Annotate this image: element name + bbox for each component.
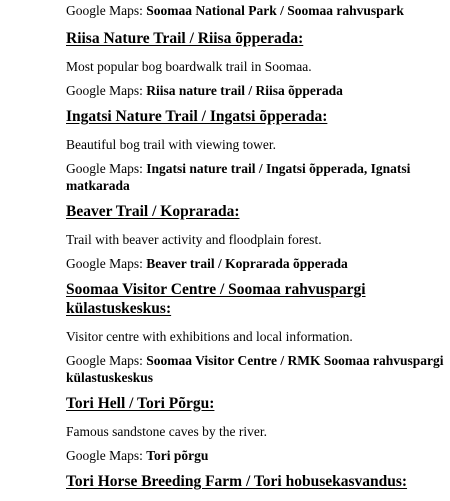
heading-beaver-trail: Beaver Trail / Koprarada: (66, 203, 240, 220)
maps-prefix: Google Maps: (66, 161, 147, 176)
maps-line-riisa (66, 82, 446, 99)
maps-prefix: Google Maps: (66, 353, 147, 368)
description-riisa-nature-trail: Most popular bog boardwalk trail in Soomaa. (66, 59, 312, 74)
heading-riisa-nature-trail: Riisa Nature Trail / Riisa õpperada: (66, 30, 304, 47)
maps-link-ingatsi[interactable]: Ingatsi nature trail / Ingatsi õpperada, Ignatsi matkarada (66, 161, 411, 193)
maps-prefix: Google Maps: (66, 256, 147, 271)
heading-soomaa-visitor-centre: Soomaa Visitor Centre / Soomaa rahvuspargi külastuskeskus: (66, 281, 366, 317)
maps-link-beaver-trail[interactable]: Beaver trail / Koprarada õpperada (146, 256, 348, 271)
heading-tori-horse-breeding-farm: Tori Horse Breeding Farm / Tori hobusekasvandus: (66, 473, 408, 490)
maps-link-tori-hell[interactable]: Tori põrgu (146, 448, 209, 463)
maps-link-soomaa-national-park[interactable]: Soomaa National Park / Soomaa rahvuspark (146, 3, 404, 18)
document-page (66, 2, 446, 501)
maps-prefix: Google Maps: (66, 3, 147, 18)
maps-link-soomaa-visitor-centre[interactable]: Soomaa Visitor Centre / RMK Soomaa rahvuspargi külastuskeskus (66, 353, 444, 385)
maps-line-soomaa-visitor-centre (66, 352, 446, 386)
description-soomaa-visitor-centre: Visitor centre with exhibitions and local information. (66, 329, 353, 344)
description-ingatsi-nature-trail: Beautiful bog trail with viewing tower. (66, 137, 276, 152)
maps-line-ingatsi (66, 160, 446, 194)
description-tori-hell: Famous sandstone caves by the river. (66, 424, 267, 439)
description-beaver-trail: Trail with beaver activity and floodplain forest. (66, 232, 322, 247)
heading-tori-hell: Tori Hell / Tori Põrgu: (66, 395, 215, 412)
heading-ingatsi-nature-trail: Ingatsi Nature Trail / Ingatsi õpperada: (66, 108, 328, 125)
maps-link-riisa[interactable]: Riisa nature trail / Riisa õpperada (146, 83, 343, 98)
maps-line-beaver-trail (66, 255, 446, 272)
maps-prefix: Google Maps: (66, 83, 147, 98)
maps-prefix: Google Maps: (66, 448, 147, 463)
maps-line-soomaa-national-park (66, 2, 446, 19)
